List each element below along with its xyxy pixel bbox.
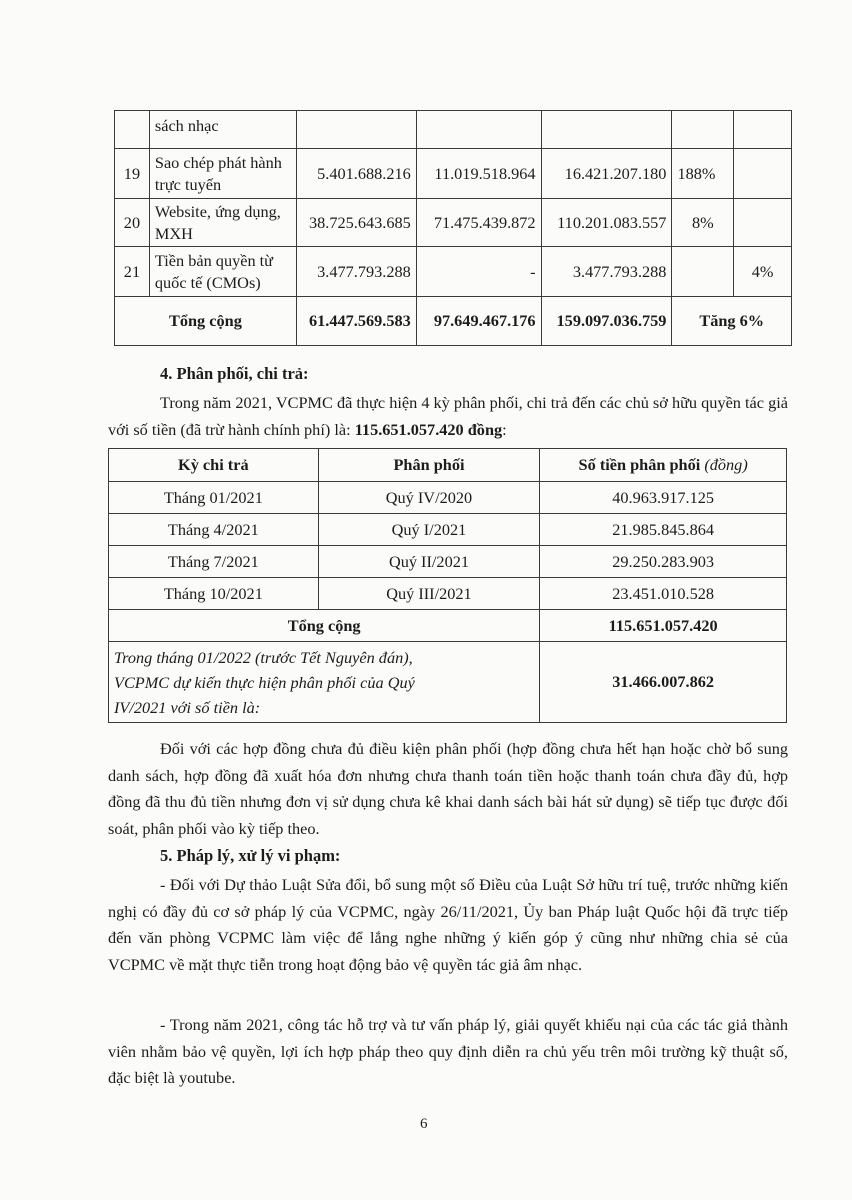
cell-value: - xyxy=(416,247,541,297)
header-amount-label: Số tiền phân phối xyxy=(578,455,701,474)
table-row xyxy=(109,578,787,610)
header-amount xyxy=(540,449,787,482)
row-number: 19 xyxy=(115,149,150,199)
row-description: Sao chép phát hành trực tuyến xyxy=(149,149,296,199)
table-row xyxy=(109,482,787,514)
forecast-amount: 31.466.007.862 xyxy=(540,642,787,723)
table-row xyxy=(109,546,787,578)
cell-value xyxy=(734,199,792,247)
total-row xyxy=(109,610,787,642)
intro-suffix: : xyxy=(502,419,507,439)
cell-period: Tháng 7/2021 xyxy=(109,546,319,578)
section-5-paragraph-1 xyxy=(108,872,788,978)
intro-amount: 115.651.057.420 đồng xyxy=(354,419,503,439)
cell-amount: 23.451.010.528 xyxy=(540,578,787,610)
pending-text: Đối với các hợp đồng chưa đủ điều kiện phân phối (hợp đồng chưa hết hạn hoặc chờ bổ sung danh sách, hợp đồng đã xuất hóa đơn nhưng chưa thanh toán tiền hoặc thanh toán chưa đầy đủ, hợp đồng đã thu đủ tiền nhưng đơn vị sử dụng chưa kê khai danh sách bài hát sử dụng) sẽ tiếp tục được đối soát, phân phối vào kỳ tiếp theo. xyxy=(108,739,788,838)
total-value: 97.649.467.176 xyxy=(416,297,541,346)
cell-distribution: Quý III/2021 xyxy=(318,578,540,610)
header-distribution: Phân phối xyxy=(318,449,540,482)
section-5-heading: 5. Pháp lý, xử lý vi phạm: xyxy=(160,846,341,865)
cell-amount: 29.250.283.903 xyxy=(540,546,787,578)
section-4-heading: 4. Phân phối, chi trả: xyxy=(160,364,309,383)
total-change: Tăng 6% xyxy=(672,297,792,346)
cell-period: Tháng 01/2021 xyxy=(109,482,319,514)
cell-value xyxy=(296,111,416,149)
cell-distribution: Quý I/2021 xyxy=(318,514,540,546)
legal-text-1: - Đối với Dự thảo Luật Sửa đổi, bổ sung một số Điều của Luật Sở hữu trí tuệ, trước những kiến nghị có đầy đủ cơ sở pháp lý của VCPMC, ngày 26/11/2021, Ủy ban Pháp luật Quốc hội đã trực tiếp đến văn phòng VCPMC làm việc để lắng nghe những ý kiến góp ý cũng như những chia sẻ của VCPMC về mặt thực tiễn trong hoạt động bảo vệ quyền tác giả âm nhạc. xyxy=(108,875,788,974)
table-header-row xyxy=(109,449,787,482)
cell-value: 16.421.207.180 xyxy=(541,149,672,199)
cell-value: 4% xyxy=(734,247,792,297)
total-label: Tổng cộng xyxy=(109,610,540,642)
cell-value: 5.401.688.216 xyxy=(296,149,416,199)
page-number: 6 xyxy=(420,1116,428,1132)
table-row xyxy=(109,514,787,546)
header-period: Kỳ chi trả xyxy=(109,449,319,482)
cell-amount: 40.963.917.125 xyxy=(540,482,787,514)
section-4-intro xyxy=(108,390,788,443)
header-amount-unit: (đồng) xyxy=(704,455,748,474)
intro-text: Trong năm 2021, VCPMC đã thực hiện 4 kỳ phân phối, chi trả đến các chủ sở hữu quyền tác giả với số tiền (đã trừ hành chính phí) là: xyxy=(108,393,788,439)
cell-amount: 21.985.845.864 xyxy=(540,514,787,546)
distribution-table xyxy=(108,448,787,723)
table-row xyxy=(115,111,792,149)
forecast-row xyxy=(109,642,787,723)
cell-value: 38.725.643.685 xyxy=(296,199,416,247)
table-row xyxy=(115,149,792,199)
total-label: Tổng cộng xyxy=(115,297,297,346)
cell-value: 71.475.439.872 xyxy=(416,199,541,247)
section-5-paragraph-2 xyxy=(108,1012,788,1092)
cell-value: 8% xyxy=(672,199,734,247)
cell-value xyxy=(734,149,792,199)
revenue-table xyxy=(114,110,792,346)
legal-text-2: - Trong năm 2021, công tác hỗ trợ và tư vấn pháp lý, giải quyết khiếu nại của các tác giả thành viên nhằm bảo vệ quyền, lợi ích hợp pháp theo quy định diễn ra chủ yếu trên môi trường kỹ thuật số, đặc biệt là youtube. xyxy=(108,1015,788,1087)
cell-value: 110.201.083.557 xyxy=(541,199,672,247)
table-row xyxy=(115,247,792,297)
total-value: 61.447.569.583 xyxy=(296,297,416,346)
cell-value: 11.019.518.964 xyxy=(416,149,541,199)
total-value: 159.097.036.759 xyxy=(541,297,672,346)
forecast-label: Trong tháng 01/2022 (trước Tết Nguyên đán), VCPMC dự kiến thực hiện phân phối của Quý IV/2021 với số tiền là: xyxy=(109,642,540,723)
cell-value: 188% xyxy=(672,149,734,199)
pending-contracts-paragraph xyxy=(108,736,788,842)
cell-value xyxy=(541,111,672,149)
cell-value xyxy=(734,111,792,149)
row-description: Tiền bản quyền từ quốc tế (CMOs) xyxy=(149,247,296,297)
cell-value: 3.477.793.288 xyxy=(296,247,416,297)
row-description: Website, ứng dụng, MXH xyxy=(149,199,296,247)
cell-value: 3.477.793.288 xyxy=(541,247,672,297)
cell-period: Tháng 10/2021 xyxy=(109,578,319,610)
row-number xyxy=(115,111,150,149)
cell-value xyxy=(672,111,734,149)
cell-value xyxy=(416,111,541,149)
total-row xyxy=(115,297,792,346)
row-number: 21 xyxy=(115,247,150,297)
row-number: 20 xyxy=(115,199,150,247)
cell-distribution: Quý IV/2020 xyxy=(318,482,540,514)
cell-period: Tháng 4/2021 xyxy=(109,514,319,546)
row-description: sách nhạc xyxy=(149,111,296,149)
cell-value xyxy=(672,247,734,297)
table-row xyxy=(115,199,792,247)
cell-distribution: Quý II/2021 xyxy=(318,546,540,578)
total-amount: 115.651.057.420 xyxy=(540,610,787,642)
